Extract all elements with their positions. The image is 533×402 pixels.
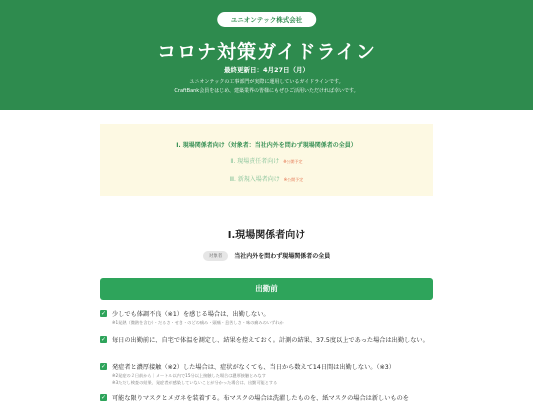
toc-item-3-label: Ⅲ. 新規入場者向け [229, 176, 280, 183]
target-row [0, 245, 533, 264]
checklist-item-note-2: ※3ただし検査の結果、発症者が感染していないことが分かった場合は、出勤可能とする [112, 380, 278, 385]
before-work-band: 出勤前 [100, 278, 433, 300]
checklist-item-text: 発症者と濃厚接触（※2）した場合は、症状がなくても、当日から数えて14日間は出勤しない。（※3） [112, 364, 395, 371]
toc-item-2-label: Ⅱ. 現場責任者向け [230, 158, 280, 165]
toc-item-3[interactable] [100, 174, 433, 183]
checklist-item-note: ※2発症の２日前から｜メートル以内で15分以上接触した場合は濃厚接触とみなす [112, 373, 266, 378]
toc-item-2[interactable] [100, 156, 433, 165]
target-badge: 対象者 [203, 251, 229, 261]
header-banner [0, 0, 533, 110]
checklist-item-text: 少しでも体調不良（※1）を感じる場合は、出勤しない。 [112, 311, 270, 318]
checkbox-checked-icon[interactable]: ✓ [100, 363, 107, 370]
toc-item-2-note: ※公開予定 [283, 159, 303, 164]
target-text: 当社内外を問わず現場関係者の全員 [234, 253, 331, 260]
checkbox-checked-icon[interactable]: ✓ [100, 336, 107, 343]
description-line-2: CraftBank会員をはじめ、建築業界の皆様にもぜひご活用いただければ幸いです。 [174, 87, 359, 94]
company-badge: ユニオンテック株式会社 [217, 12, 317, 27]
toc-item-1[interactable]: Ⅰ. 現場関係者向け（対象者：当社内外を問わず現場関係者の全員） [176, 142, 357, 149]
page-title: コロナ対策ガイドライン [157, 41, 376, 63]
header-description [0, 78, 533, 95]
description-line-1: ユニオンテックの工事部門が実際に運用しているガイドラインです。 [189, 79, 344, 85]
checkbox-checked-icon[interactable]: ✓ [100, 310, 107, 317]
last-updated: 最終更新日：4月27日（月） [223, 66, 310, 74]
checkbox-checked-icon[interactable]: ✓ [100, 394, 107, 401]
toc-item-3-note: ※公開予定 [283, 177, 304, 182]
section-title: Ⅰ.現場関係者向け [227, 230, 306, 241]
checklist-item-text: 可能な限りマスクとメガネを装着する。布マスクの場合は洗濯したものを、紙マスクの場合は新しいものを [112, 395, 409, 402]
checklist-item-text: 毎日の出勤前に、自宅で体温を測定し、結果を控えておく。計測の結果、37.5度以上であった場合は出勤しない。 [112, 337, 429, 344]
checklist-item-note: ※1発熱（微熱を含む）・だるさ・せき・のどの痛み・頭痛・息苦しさ・味の痛みのいずれか [112, 320, 284, 325]
table-of-contents [100, 124, 433, 196]
